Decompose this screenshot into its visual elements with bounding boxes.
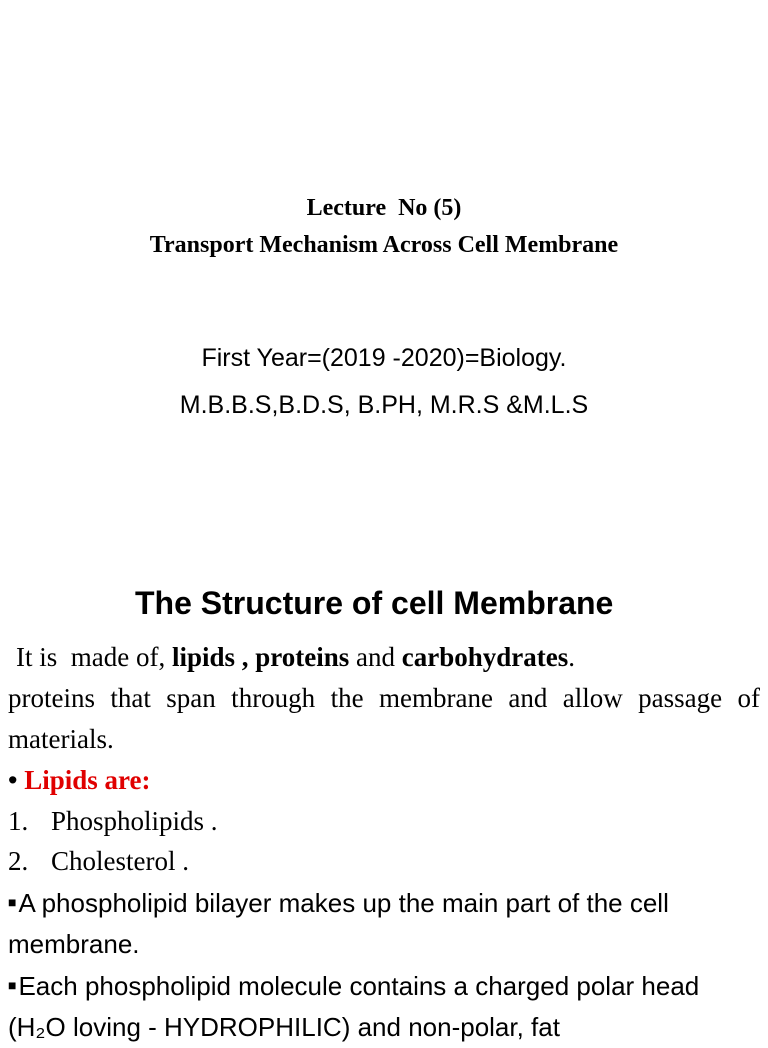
term-proteins: proteins xyxy=(255,642,350,672)
lipids-label: Lipids are: xyxy=(24,765,151,795)
term-carbohydrates: carbohydrates xyxy=(401,642,569,672)
item-text: Phospholipids . xyxy=(51,806,218,836)
item-number: 1. xyxy=(8,806,29,836)
item-text: Cholesterol . xyxy=(51,846,189,876)
term-lipids: lipids xyxy=(171,642,236,672)
list-item xyxy=(8,841,189,881)
square-bullet-icon: ■ xyxy=(8,894,17,910)
lipids-bullet xyxy=(8,760,150,800)
intro-prefix: It is made of, xyxy=(16,642,172,672)
bullet-dot: • xyxy=(8,765,18,795)
square-bullet-item xyxy=(8,965,764,1048)
programs-line: M.B.B.S,B.D.S, B.PH, M.R.S &M.L.S xyxy=(179,391,589,419)
list-item xyxy=(8,801,218,841)
intro-line xyxy=(8,637,760,678)
item-number: 2. xyxy=(8,846,29,876)
bullet-text: Each phospholipid molecule contains a charged polar head (H₂O loving - HYDROPHILIC) and non-polar, fat xyxy=(8,971,700,1042)
lecture-number: Lecture No (5) xyxy=(306,195,462,221)
intro-paragraph xyxy=(8,637,760,760)
intro-suffix: . xyxy=(568,642,575,672)
square-bullet-icon: ■ xyxy=(8,977,17,993)
lecture-title-block xyxy=(0,190,768,264)
term-and: and xyxy=(349,642,402,672)
square-bullet-item xyxy=(8,882,764,965)
intro-continuation: proteins that span through the membrane and allow passage of materials. xyxy=(8,683,760,754)
year-line: First Year=(2019 -2020)=Biology. xyxy=(201,344,567,372)
section-heading: The Structure of cell Membrane xyxy=(135,585,614,621)
bullet-text: A phospholipid bilayer makes up the main part of the cell membrane. xyxy=(8,888,669,959)
term-separator: , xyxy=(235,642,256,672)
course-info-block xyxy=(0,335,768,429)
lecture-title: Transport Mechanism Across Cell Membrane xyxy=(149,232,619,258)
